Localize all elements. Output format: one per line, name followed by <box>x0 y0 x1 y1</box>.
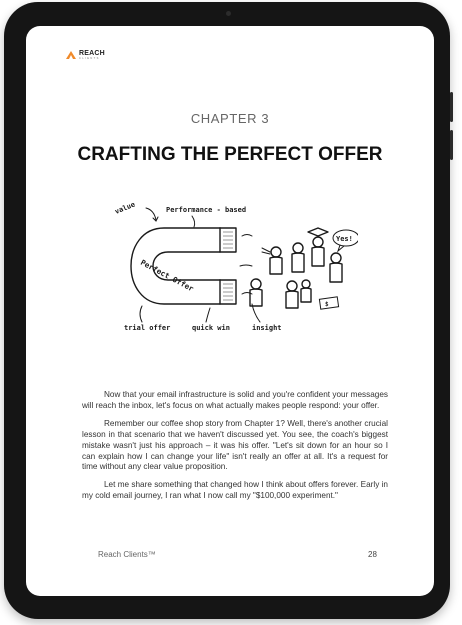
label-insight: insight <box>252 324 282 332</box>
label-quick-win: quick win <box>192 324 230 332</box>
camera-icon <box>226 11 231 16</box>
label-trial-offer: trial offer <box>124 324 171 332</box>
tablet-device <box>4 2 450 619</box>
page-number: 28 <box>368 550 377 559</box>
logo-subtitle: CLIENTS <box>79 57 100 60</box>
paragraph: Now that your email infrastructure is solid and you're confident your messages will reach the inbox, let's focus on what actually makes people respond: your offer. <box>82 390 388 410</box>
person-figure-graduate <box>308 228 328 266</box>
volume-down-button <box>450 130 453 160</box>
label-perfect-offer: Perfect Offer <box>139 257 196 294</box>
label-value: value <box>113 200 137 216</box>
paragraph: Let me share something that changed how I think about offers forever. Early in my cold email journey, I ran what I now call my "$100,000 experiment." <box>82 480 388 501</box>
magnet-hatching <box>223 232 233 300</box>
body-text <box>82 390 388 509</box>
chapter-label: CHAPTER 3 <box>190 111 270 126</box>
yes-speech-bubble <box>333 230 358 251</box>
reach-clients-logo-icon <box>65 50 77 60</box>
arrow-trial <box>140 306 142 322</box>
arrow-insight <box>252 304 260 322</box>
attraction-line <box>242 235 252 237</box>
person-figure <box>301 280 311 302</box>
brand-logo <box>65 50 105 61</box>
money-bill-icon <box>319 297 338 309</box>
paragraph: Remember our coffee shop story from Chapter 1? Well, there's another crucial lesson in that scenario that we haven't discussed yet. You see, the coach's biggest mistake wasn't just his approach – it was his offer. "Let's sit down for an hour so I can explain how I can change your life" isn't really an offer at all. It's a request for time without any clear value proposition. <box>82 418 388 472</box>
person-figure-yes <box>330 253 342 282</box>
person-figure <box>286 281 298 308</box>
arrow-performance <box>192 216 195 227</box>
attraction-line <box>240 265 252 266</box>
logo-word: REACH <box>79 50 105 57</box>
arrow-value <box>146 208 156 220</box>
label-performance: Performance - based <box>166 206 247 214</box>
chapter-title: CRAFTING THE PERFECT OFFER <box>77 144 383 165</box>
footer-brand: Reach Clients™ <box>98 550 156 559</box>
person-figure <box>262 247 282 274</box>
svg-text:$: $ <box>325 301 329 308</box>
label-yes: Yes! <box>336 235 353 243</box>
ebook-page <box>26 26 434 596</box>
volume-up-button <box>450 92 453 122</box>
magnet-illustration <box>102 186 358 336</box>
person-figure <box>292 243 304 272</box>
person-figure <box>250 279 262 306</box>
arrow-quick-win <box>206 308 210 322</box>
